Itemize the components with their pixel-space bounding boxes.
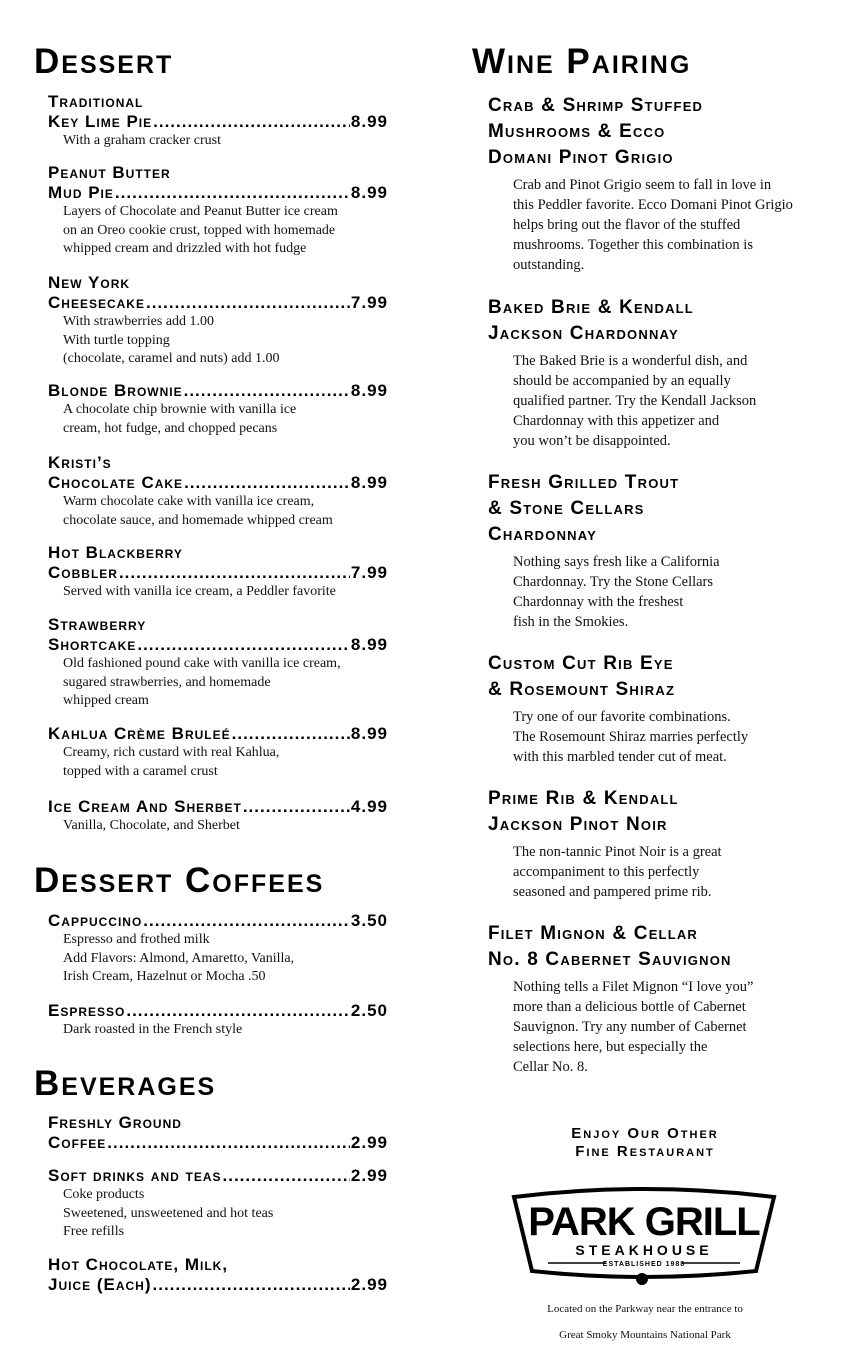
leader-dots (232, 724, 350, 744)
title-line: Jackson Pinot Noir (488, 814, 668, 835)
price-line (48, 293, 388, 313)
price-line (48, 635, 388, 655)
wine-pairing-heading: Wine Pairing (472, 42, 692, 81)
leader-dots (107, 1133, 350, 1153)
item-label: Ice Cream And Sherbet (48, 797, 242, 816)
desc-line: Espresso and frothed milk (63, 932, 210, 947)
wine-pairing-item (488, 93, 828, 275)
location-line: Located on the Parkway near the entrance to (547, 1303, 743, 1315)
menu-item (48, 543, 388, 602)
item-label: Shortcake (48, 635, 137, 654)
menu-item (48, 1113, 388, 1153)
pairing-title (488, 921, 828, 973)
menu-item (48, 453, 388, 530)
item-name: Hot Chocolate, Milk, (48, 1255, 229, 1274)
menu-item (48, 911, 388, 987)
item-description (63, 1186, 388, 1242)
title-line: Domani Pinot Grigio (488, 147, 674, 168)
item-price: 7.99 (350, 563, 388, 582)
desc-line: Dark roasted in the French style (63, 1022, 243, 1037)
price-line (48, 112, 388, 132)
desc-line: A chocolate chip brownie with vanilla ice (63, 402, 297, 417)
desc-line: selections here, but especially the (513, 1039, 708, 1055)
desc-line: Creamy, rich custard with real Kahlua, (63, 745, 280, 760)
item-price: 4.99 (350, 797, 388, 816)
title-line: Baked Brie & Kendall (488, 297, 694, 318)
desc-line: Chardonnay with this appetizer and (513, 413, 720, 429)
desc-line: Irish Cream, Hazelnut or Mocha .50 (63, 969, 266, 984)
menu-item (48, 797, 388, 836)
item-description (63, 1021, 388, 1040)
desc-line: Sauvignon. Try any number of Cabernet (513, 1019, 747, 1035)
title-line: Filet Mignon & Cellar (488, 923, 699, 944)
pairing-description (513, 552, 828, 632)
desc-line: with this marbled tender cut of meat. (513, 749, 727, 765)
desc-line: With a graham cracker crust (63, 133, 222, 148)
desc-line: accompaniment to this perfectly (513, 864, 700, 880)
desc-line: on an Oreo cookie crust, topped with homemade (63, 222, 336, 238)
desc-line: chocolate sauce, and homemade whipped cream (63, 512, 333, 528)
item-label: Soft drinks and teas (48, 1166, 222, 1185)
item-price: 7.99 (350, 293, 388, 312)
leader-dots (143, 911, 350, 931)
promo-heading (505, 1125, 785, 1161)
item-name: Traditional (48, 92, 144, 111)
item-name: Peanut Butter (48, 163, 171, 182)
item-description (63, 817, 388, 836)
dessert-heading: Dessert (34, 42, 174, 81)
leader-dots (184, 473, 350, 493)
item-price: 8.99 (350, 183, 388, 202)
item-label: Mud Pie (48, 183, 114, 202)
title-line: & Stone Cellars (488, 498, 645, 519)
desc-line: whipped cream and drizzled with hot fudge (63, 241, 307, 256)
desc-line: With turtle topping (63, 332, 170, 348)
desc-line: The Rosemount Shiraz marries perfectly (513, 729, 749, 745)
item-price: 8.99 (350, 724, 388, 743)
desc-line: qualified partner. Try the Kendall Jackson (513, 393, 757, 409)
item-description (63, 313, 388, 369)
desc-line: sugared strawberries, and homemade (63, 674, 271, 690)
item-price: 2.99 (350, 1133, 388, 1152)
menu-item (48, 163, 388, 259)
menu-item (48, 615, 388, 711)
menu-item (48, 1001, 388, 1040)
logo-name: PARK GRILL (528, 1200, 760, 1244)
wine-pairing-item (488, 786, 828, 902)
item-label: Blonde Brownie (48, 381, 183, 400)
leader-dots (153, 112, 350, 132)
item-name: Strawberry (48, 615, 147, 634)
pairing-title (488, 470, 828, 548)
leader-dots (184, 381, 350, 401)
leader-dots (243, 797, 350, 817)
title-line: Prime Rib & Kendall (488, 788, 679, 809)
item-label: Juice (Each) (48, 1275, 152, 1294)
desc-line: Old fashioned pound cake with vanilla ice cream, (63, 656, 341, 671)
item-name: New York (48, 273, 131, 292)
item-price: 8.99 (350, 473, 388, 492)
title-line: Chardonnay (488, 524, 598, 545)
price-line (48, 797, 388, 817)
desc-line: topped with a caramel crust (63, 763, 218, 779)
item-label: Key Lime Pie (48, 112, 153, 131)
desc-line: The Baked Brie is a wonderful dish, and (513, 353, 748, 369)
pairing-description (513, 842, 828, 902)
promo-heading-line: Fine Restaurant (575, 1143, 715, 1160)
desc-line: Served with vanilla ice cream, a Peddler favorite (63, 584, 336, 599)
pairing-title (488, 651, 828, 703)
wine-pairing-item (488, 295, 828, 451)
item-name: Freshly Ground (48, 1113, 182, 1132)
menu-item (48, 273, 388, 369)
item-description (63, 203, 388, 259)
pairing-title (488, 295, 828, 347)
leader-dots (137, 635, 350, 655)
price-line (48, 724, 388, 744)
item-label: Espresso (48, 1001, 126, 1020)
leader-dots (119, 563, 350, 583)
item-price: 8.99 (350, 112, 388, 131)
item-description (63, 132, 388, 151)
beverages-heading: Beverages (34, 1064, 217, 1103)
price-line (48, 1001, 388, 1021)
desc-line: Nothing says fresh like a California (513, 554, 720, 570)
desc-line: The non-tannic Pinot Noir is a great (513, 844, 722, 860)
leader-dots (115, 183, 350, 203)
desc-line: Warm chocolate cake with vanilla ice cream, (63, 494, 315, 509)
pairing-title (488, 786, 828, 838)
leader-dots (146, 293, 350, 313)
desc-line: Cellar No. 8. (513, 1059, 588, 1075)
price-line (48, 1133, 388, 1153)
item-description (63, 655, 388, 711)
price-line (48, 563, 388, 583)
desc-line: Crab and Pinot Grigio seem to fall in love in (513, 177, 772, 193)
price-line (48, 1166, 388, 1186)
item-label: Kahlua Crème Bruleé (48, 724, 231, 743)
menu-item (48, 1255, 388, 1295)
price-line (48, 473, 388, 493)
title-line: & Rosemount Shiraz (488, 679, 676, 700)
item-label: Cobbler (48, 563, 118, 582)
item-name: Kristi’s (48, 453, 112, 472)
pairing-description (513, 175, 828, 275)
location-line: Great Smoky Mountains National Park (559, 1329, 731, 1341)
item-price: 2.99 (350, 1275, 388, 1294)
title-line: No. 8 Cabernet Sauvignon (488, 949, 732, 970)
desc-line: Chardonnay with the freshest (513, 594, 684, 610)
desc-line: you won’t be disappointed. (513, 433, 671, 449)
menu-item (48, 92, 388, 151)
desc-line: Nothing tells a Filet Mignon “I love you” (513, 979, 754, 995)
leader-dots (223, 1166, 350, 1186)
menu-item (48, 724, 388, 781)
item-price: 2.50 (350, 1001, 388, 1020)
item-price: 2.99 (350, 1166, 388, 1185)
desc-line: helps bring out the flavor of the stuffed (513, 217, 741, 233)
wine-pairing-item (488, 651, 828, 767)
leader-dots (153, 1275, 350, 1295)
item-label: Cappuccino (48, 911, 143, 930)
item-price: 8.99 (350, 381, 388, 400)
leader-dots (126, 1001, 350, 1021)
logo-established: ESTABLISHED 1988 (602, 1261, 686, 1268)
pairing-title (488, 93, 828, 171)
item-description (63, 493, 388, 530)
title-line: Crab & Shrimp Stuffed (488, 95, 704, 116)
title-line: Mushrooms & Ecco (488, 121, 666, 142)
item-price: 8.99 (350, 635, 388, 654)
desc-line: fish in the Smokies. (513, 614, 629, 630)
pairing-description (513, 707, 828, 767)
item-label: Cheesecake (48, 293, 145, 312)
desc-line: Add Flavors: Almond, Amaretto, Vanilla, (63, 950, 295, 966)
desc-line: mushrooms. Together this combination is (513, 237, 753, 253)
logo-subtitle: STEAKHOUSE (575, 1242, 713, 1258)
menu-item (48, 381, 388, 438)
desc-line: Layers of Chocolate and Peanut Butter ice cream (63, 204, 338, 219)
desc-line: With strawberries add 1.00 (63, 314, 215, 329)
dessert-coffees-heading: Dessert Coffees (34, 861, 325, 900)
item-description (63, 931, 388, 987)
item-label: Coffee (48, 1133, 107, 1152)
desc-line: Coke products (63, 1187, 145, 1202)
desc-line: should be accompanied by an equally (513, 373, 731, 389)
desc-line: (chocolate, caramel and nuts) add 1.00 (63, 351, 280, 366)
wine-pairing-item (488, 470, 828, 632)
desc-line: Try one of our favorite combinations. (513, 709, 731, 725)
pairing-description (513, 351, 828, 451)
item-name: Hot Blackberry (48, 543, 183, 562)
price-line (48, 911, 388, 931)
park-grill-logo (508, 1183, 780, 1291)
price-line (48, 381, 388, 401)
desc-line: Vanilla, Chocolate, and Sherbet (63, 818, 240, 833)
desc-line: outstanding. (513, 257, 585, 273)
promo-heading-line: Enjoy Our Other (571, 1125, 719, 1142)
item-description (63, 401, 388, 438)
wine-pairing-item (488, 921, 828, 1077)
desc-line: more than a delicious bottle of Cabernet (513, 999, 746, 1015)
desc-line: Free refills (63, 1224, 125, 1239)
desc-line: Sweetened, unsweetened and hot teas (63, 1205, 274, 1221)
item-description (63, 744, 388, 781)
price-line (48, 183, 388, 203)
item-description (63, 583, 388, 602)
desc-line: Chardonnay. Try the Stone Cellars (513, 574, 714, 590)
title-line: Custom Cut Rib Eye (488, 653, 674, 674)
price-line (48, 1275, 388, 1295)
item-price: 3.50 (350, 911, 388, 930)
title-line: Fresh Grilled Trout (488, 472, 680, 493)
desc-line: whipped cream (63, 693, 149, 708)
pairing-description (513, 977, 828, 1077)
item-label: Chocolate Cake (48, 473, 184, 492)
desc-line: cream, hot fudge, and chopped pecans (63, 420, 278, 436)
desc-line: seasoned and pampered prime rib. (513, 884, 712, 900)
menu-item (48, 1166, 388, 1242)
desc-line: this Peddler favorite. Ecco Domani Pinot Grigio (513, 197, 793, 213)
title-line: Jackson Chardonnay (488, 323, 679, 344)
